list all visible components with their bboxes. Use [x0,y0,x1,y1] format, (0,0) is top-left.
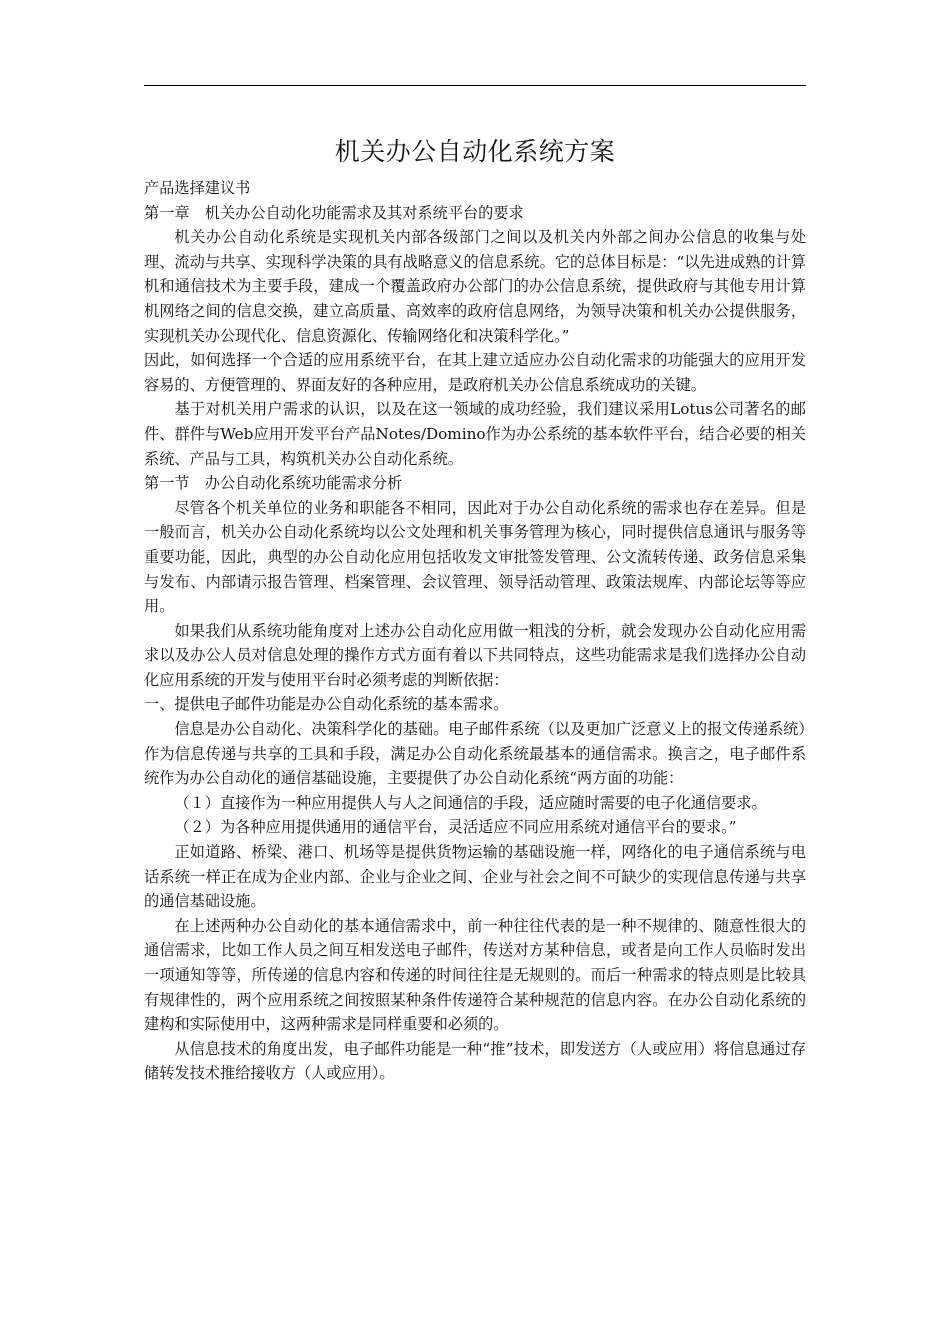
paragraph-two-needs: 在上述两种办公自动化的基本通信需求中，前一种往往代表的是一种不规律的、随意性很大的通信需求，比如工作人员之间互相发送电子邮件，传送对方某种信息，或者是向工作人员临时发出一项通知等等，所传递的信息内容和传递的时间往往是无规则的。而后一种需求的特点则是比较具有规律性的，两个应用系统之间按照某种条件传递符合某种规范的信息内容。在办公自动化系统的建构和实际使用中，这两种需求是同样重要和必须的。 [144,916,806,1034]
list-item-2: （２）为各种应用提供通用的通信平台，灵活适应不同应用系统对通信平台的要求。” [174,818,737,837]
paragraph-infrastructure: 正如道路、桥梁、港口、机场等是提供货物运输的基础设施一样，网络化的电子通信系统与电话系统一样正在成为企业内部、企业与企业之间、企业与社会之间不可缺少的实现信息传递与共享的通信基础设施。 [144,843,806,911]
subtitle-line: 产品选择建议书 [144,179,251,197]
paragraph-email-basis: 信息是办公自动化、决策科学化的基础。电子邮件系统（以及更加广泛意义上的报文传递系统）作为信息传递与共享的工具和手段，满足办公自动化系统最基本的通信需求。换言之，电子邮件系统作为办公自动化的通信基础设施，主要提供了办公自动化系统“两方面的功能： [144,720,806,788]
document-page [144,128,806,1086]
list-item-1: （１）直接作为一种应用提供人与人之间通信的手段，适应随时需要的电子化通信要求。 [174,793,767,812]
list-heading-email: 一、提供电子邮件功能是办公自动化系统的基本需求。 [144,695,509,714]
paragraph-recommendation: 基于对机关用户需求的认识，以及在这一领域的成功经验，我们建议采用Lotus公司著名的邮件、群件与Web应用开发平台产品Notes/Domino作为办公系统的基本软件平台，结合必要的相关系统、产品与工具，构筑机关办公自动化系统。 [144,400,806,468]
paragraph-intro: 机关办公自动化系统是实现机关内部各级部门之间以及机关内外部之间办公信息的收集与处理、流动与共享、实现科学决策的具有战略意义的信息系统。它的总体目标是：“以先进成熟的计算机和通信技术为主要手段，建成一个覆盖政府办公部门的办公信息系统，提供政府与其他专用计算机网络之间的信息交换，建立高质量、高效率的政府信息网络，为领导决策和机关办公提供服务，实现机关办公现代化、信息资源化、传输网络化和决策科学化。” [144,228,806,345]
paragraph-push-technology: 从信息技术的角度出发，电子邮件功能是一种“推”技术，即发送方（人或应用）将信息通过存储转发技术推给接收方（人或应用）。 [144,1039,806,1083]
chapter-heading: 第一章 机关办公自动化功能需求及其对系统平台的要求 [144,203,524,222]
paragraph-analysis: 如果我们从系统功能角度对上述办公自动化应用做一粗浅的分析，就会发现办公自动化应用需求以及办公人员对信息处理的操作方式方面有着以下共同特点，这些功能需求是我们选择办公自动化应用系统的开发与使用平台时必须考虑的判断依据： [144,621,806,689]
header-rule [144,85,806,86]
document-title: 机关办公自动化系统方案 [334,137,616,166]
paragraph-platform-choice: 因此，如何选择一个合适的应用系统平台，在其上建立适应办公自动化需求的功能强大的应用开发容易的、方便管理的、界面友好的各种应用，是政府机关办公信息系统成功的关键。 [144,351,806,394]
paragraph-requirements: 尽管各个机关单位的业务和职能各不相同，因此对于办公自动化系统的需求也存在差异。但是一般而言，机关办公自动化系统均以公文处理和机关事务管理为核心，同时提供信息通讯与服务等重要功能，因此，典型的办公自动化应用包括收发文审批签发管理、公文流转传递、政务信息采集与发布、内部请示报告管理、档案管理、会议管理、领导活动管理、政策法规库、内部论坛等等应用。 [144,498,806,616]
section-heading: 第一节 办公自动化系统功能需求分析 [144,474,403,493]
